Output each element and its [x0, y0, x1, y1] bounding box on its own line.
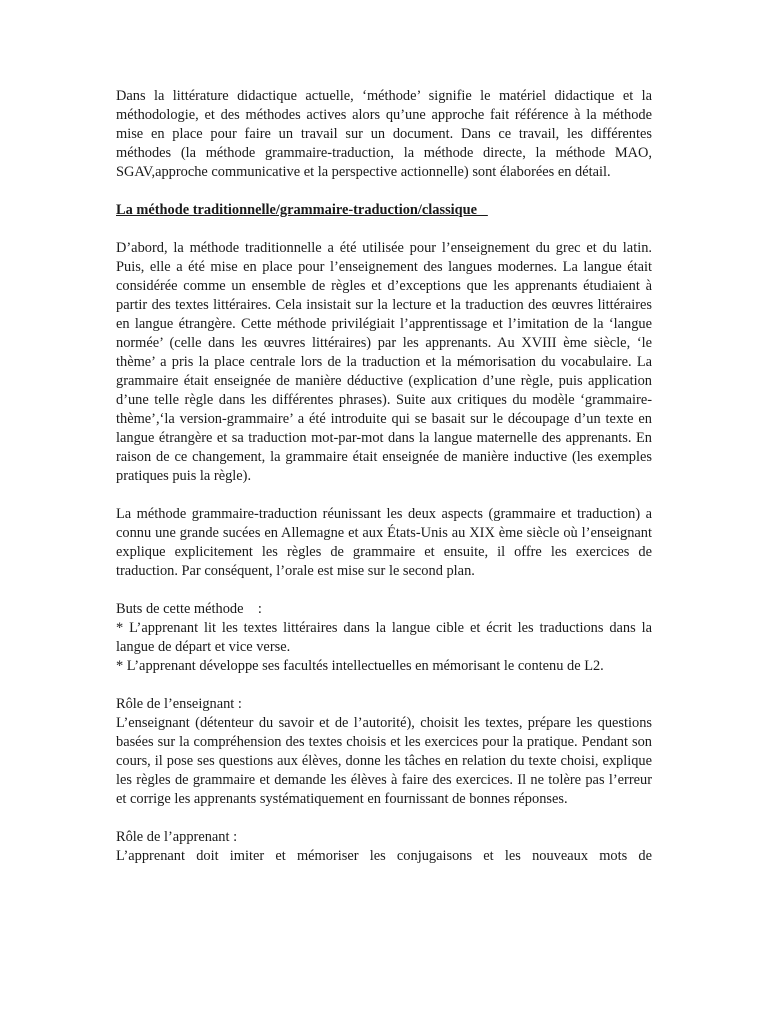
- goal-item: * L’apprenant développe ses facultés intellectuelles en mémorisant le contenu de L2.: [116, 658, 604, 674]
- spacer: [116, 676, 652, 695]
- learner-role-paragraph: L’apprenant doit imiter et mémoriser les conjugaisons et les nouveaux mots de: [116, 848, 652, 864]
- teacher-role-paragraph: L’enseignant (détenteur du savoir et de l’autorité), choisit les textes, prépare les questions basées sur la compréhension des textes choisis et les exercices pour la pratique. Pendant son cours, il pose ses questions aux élèves, donne les tâches en relation du texte choisi, explique les règles de grammaire et demande les élèves à faire des exercices. Il ne tolère pas l’erreur et corrige les apprenants systématiquement en fournissant de bonnes réponses.: [116, 715, 652, 807]
- intro-paragraph: Dans la littérature didactique actuelle, ‘méthode’ signifie le matériel didactique et la méthodologie, et des méthodes actives alors qu’une approche fait référence à la méthode mise en place pour faire un travail sur un document. Dans ce travail, les différentes méthodes (la méthode grammaire-traduction, la méthode directe, la méthode MAO, SGAV,approche communicative et la perspective actionnelle) sont élaborées en détail.: [116, 88, 652, 180]
- learner-role-title: Rôle de l’apprenant :: [116, 829, 238, 845]
- goals-title: Buts de cette méthode :: [116, 601, 262, 617]
- spacer: [116, 809, 652, 828]
- spacer: [116, 182, 652, 201]
- spacer: [116, 220, 652, 239]
- paragraph-grammar-translation: La méthode grammaire-traduction réunissant les deux aspects (grammaire et traduction) a connu une grande sucées en Allemagne et aux États-Unis au XIX ème siècle où l’enseignant explique explicitement les règles de grammaire et ensuite, il offre les exercices de traduction. Par conséquent, l’orale est mise sur le second plan.: [116, 506, 652, 579]
- spacer: [116, 581, 652, 600]
- section-heading: La méthode traditionnelle/grammaire-traduction/classique: [116, 202, 488, 218]
- goal-item: * L’apprenant lit les textes littéraires dans la langue cible et écrit les traductions dans la langue de départ et vice verse.: [116, 620, 652, 655]
- paragraph-history: D’abord, la méthode traditionnelle a été utilisée pour l’enseignement du grec et du latin. Puis, elle a été mise en place pour l’enseignement des langues modernes. La langue était considérée comme un ensemble de règles et d’exceptions que les apprenants étudiaient à partir des textes littéraires. Cela insistait sur la lecture et la traduction des œuvres littéraires en langue étrangère. Cette méthode privilégiait l’apprentissage et l’imitation de la ‘langue normée’ (celle dans les œuvres littéraires) par les apprenants. Au XVIII ème siècle, ‘le thème’ a pris la place centrale lors de la traduction et la mémorisation du vocabulaire. La grammaire était enseignée de manière déductive (explication d’une règle, puis application d’une telle règle dans les différentes phrases). Suite aux critiques du modèle ‘grammaire-thème’,‘la version-grammaire’ a été introduite qui se basait sur le découpage d’un texte en langue étrangère et sa traduction mot-par-mot dans la langue maternelle des apprenants. En raison de ce changement, la grammaire était enseignée de manière inductive (les exemples pratiques puis la règle).: [116, 240, 652, 484]
- teacher-role-title: Rôle de l’enseignant :: [116, 696, 242, 712]
- document-page: [116, 87, 652, 866]
- spacer: [116, 486, 652, 505]
